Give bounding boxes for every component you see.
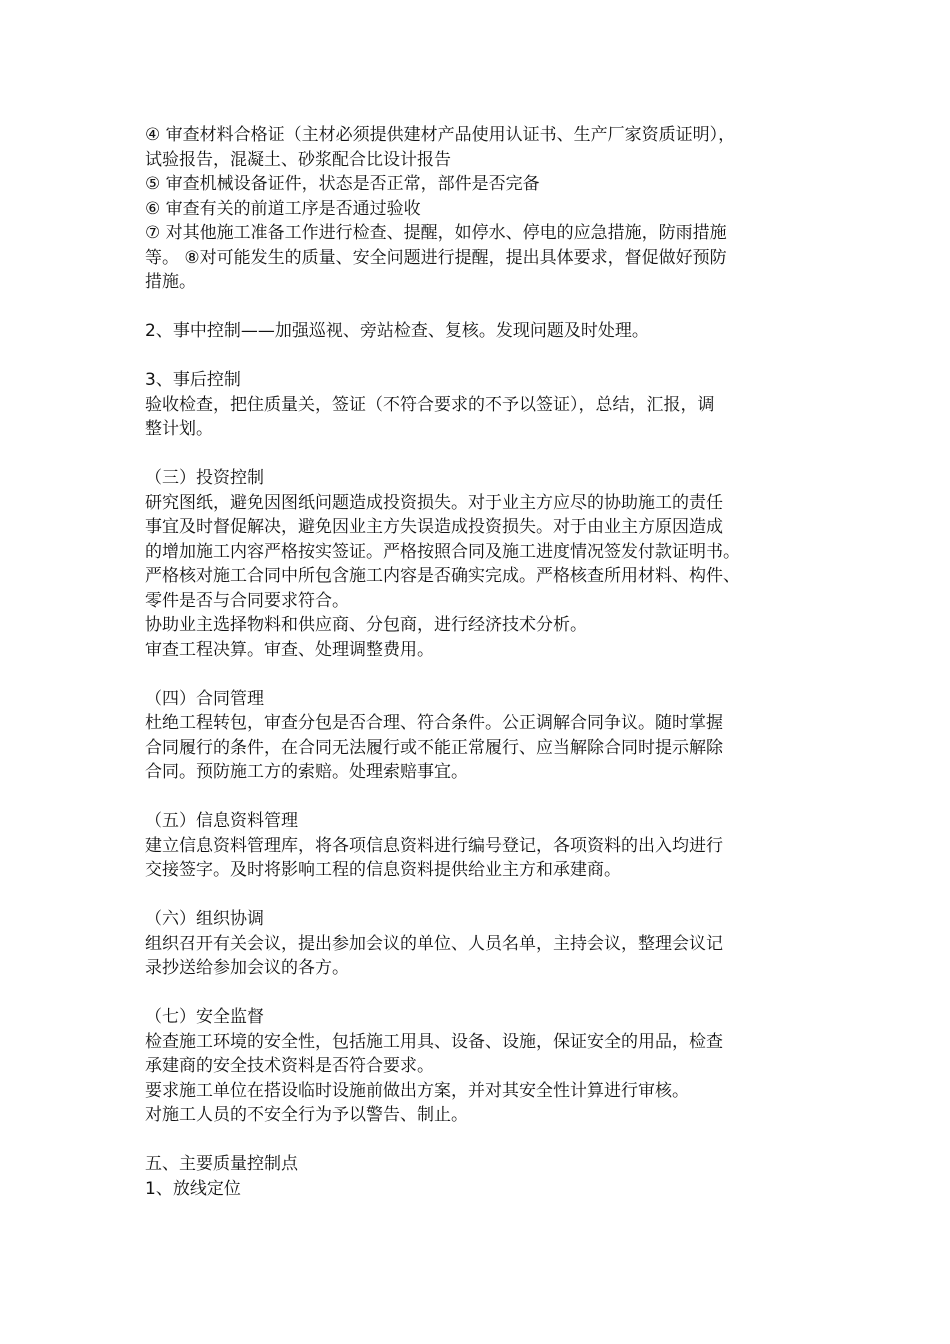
text-line: 承建商的安全技术资料是否符合要求。 xyxy=(145,1056,434,1076)
text-line: 合同履行的条件，在合同无法履行或不能正常履行、应当解除合同时提示解除 xyxy=(145,737,723,758)
text-line: （五）信息资料管理 xyxy=(145,811,298,831)
text-line: 交接签字。及时将影响工程的信息资料提供给业主方和承建商。 xyxy=(145,860,621,880)
text-line: 事宜及时督促解决，避免因业主方失误造成投资损失。对于由业主方原因造成 xyxy=(145,517,723,537)
text-line: 组织召开有关会议，提出参加会议的单位、人员名单，主持会议，整理会议记 xyxy=(145,933,723,954)
text-line: 检查施工环境的安全性，包括施工用具、设备、设施，保证安全的用品，检查 xyxy=(145,1031,723,1052)
text-line: 2、事中控制——加强巡视、旁站检查、复核。发现问题及时处理。 xyxy=(145,321,649,341)
text-line: （三）投资控制 xyxy=(145,468,264,488)
text-line: （六）组织协调 xyxy=(145,909,264,929)
paragraph-gap xyxy=(145,344,825,369)
text-line: 录抄送给参加会议的各方。 xyxy=(145,958,349,978)
text-line: 合同。预防施工方的索赔。处理索赔事宜。 xyxy=(145,762,468,782)
text-line: ⑦ 对其他施工准备工作进行检查、提醒，如停水、停电的应急措施，防雨措施 xyxy=(145,223,727,243)
text-line: 建立信息资料管理库，将各项信息资料进行编号登记，各项资料的出入均进行 xyxy=(145,835,723,856)
text-line: 零件是否与合同要求符合。 xyxy=(145,590,349,611)
text-line: 措施。 xyxy=(145,272,196,292)
text-line: ④ 审查材料合格证（主材必须提供建材产品使用认证书、生产厂家资质证明）， xyxy=(145,125,736,145)
text-line: 3、事后控制 xyxy=(145,370,241,390)
text-line: （七）安全监督 xyxy=(145,1007,264,1027)
text-line: 审查工程决算。审查、处理调整费用。 xyxy=(145,639,434,660)
text-line: ⑥ 审查有关的前道工序是否通过验收 xyxy=(145,198,421,219)
text-line: 的增加施工内容严格按实签证。严格按照合同及施工进度情况签发付款证明书。 xyxy=(145,541,740,562)
paragraph-gap xyxy=(145,785,825,810)
text-line: 五、主要质量控制点 xyxy=(145,1154,298,1174)
paragraph-gap xyxy=(145,295,825,320)
text-line: 整计划。 xyxy=(145,419,213,439)
paragraph-gap xyxy=(145,1128,825,1153)
text-line: 1、放线定位 xyxy=(145,1178,241,1199)
text-line: 等。 ⑧对可能发生的质量、安全问题进行提醒，提出具体要求，督促做好预防 xyxy=(145,247,727,268)
paragraph-gap xyxy=(145,662,825,687)
text-line: 试验报告，混凝土、砂浆配合比设计报告 xyxy=(145,149,451,170)
text-line: 验收检查，把住质量关，签证（不符合要求的不予以签证），总结，汇报，调 xyxy=(145,394,715,415)
text-line: 协助业主选择物料和供应商、分包商，进行经济技术分析。 xyxy=(145,615,587,635)
document-body xyxy=(145,123,825,1201)
paragraph-gap xyxy=(145,981,825,1006)
text-line: （四）合同管理 xyxy=(145,688,264,709)
text-line: 要求施工单位在搭设临时设施前做出方案，并对其安全性计算进行审核。 xyxy=(145,1080,689,1101)
text-line: 严格核对施工合同中所包含施工内容是否确实完成。严格核查所用材料、构件、 xyxy=(145,566,740,586)
text-line: 对施工人员的不安全行为予以警告、制止。 xyxy=(145,1105,468,1125)
paragraph-gap xyxy=(145,442,825,467)
text-line: ⑤ 审查机械设备证件，状态是否正常，部件是否完备 xyxy=(145,174,540,194)
text-line: 研究图纸，避免因图纸问题造成投资损失。对于业主方应尽的协助施工的责任 xyxy=(145,492,723,513)
text-line: 杜绝工程转包，审查分包是否合理、符合条件。公正调解合同争议。随时掌握 xyxy=(145,713,723,733)
paragraph-gap xyxy=(145,883,825,908)
